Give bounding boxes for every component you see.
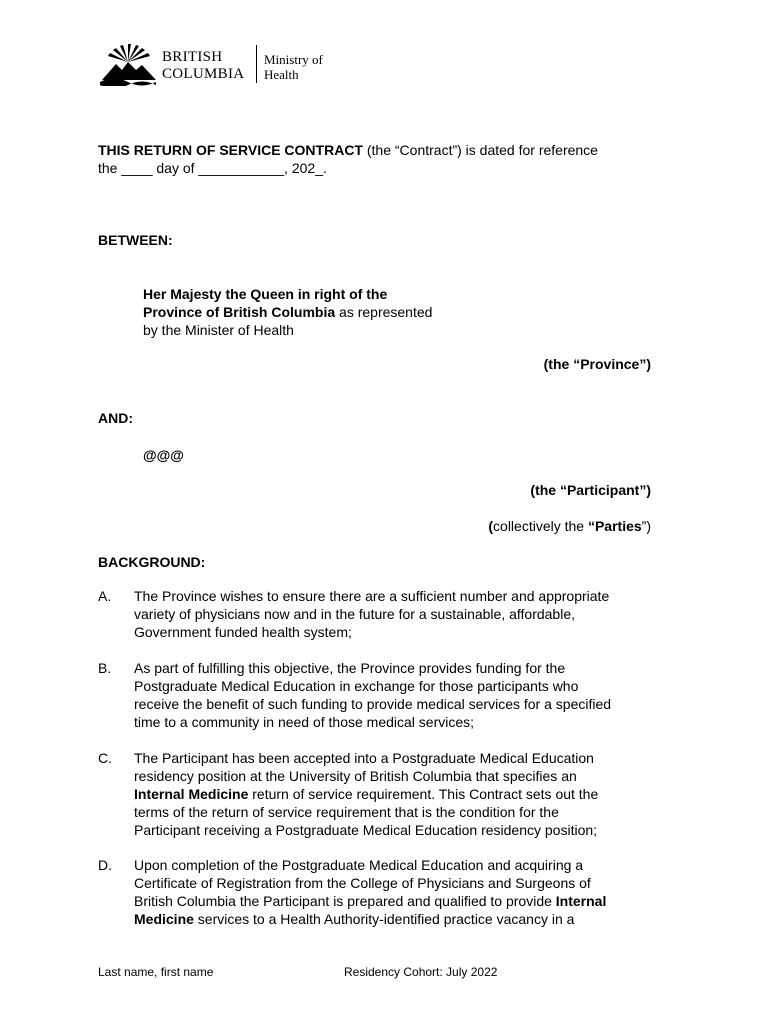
parties-label (488, 517, 651, 535)
background-item-b (98, 659, 658, 731)
item-letter: C. (98, 750, 112, 766)
specialty-bold: Internal Medicine (134, 786, 249, 802)
item-line: Upon completion of the Postgraduate Medical Education and acquiring a (134, 857, 584, 873)
item-line (134, 910, 658, 928)
background-heading: BACKGROUND: (98, 554, 206, 570)
bc-ministry-logo (98, 42, 338, 88)
item-letter: B. (98, 660, 112, 676)
item-line: As part of fulfilling this objective, the Province provides funding for the (134, 660, 566, 676)
logo-line-columbia: COLUMBIA (162, 66, 245, 82)
intro-line-2: the ____ day of ___________, 202_. (98, 160, 327, 176)
party-province (143, 285, 543, 339)
item-text (134, 659, 658, 731)
participant-label: (the “Participant”) (530, 482, 651, 498)
party1-line-3: by the Minister of Health (143, 322, 294, 338)
item-line-pre: British Columbia the Participant is prepared and qualified to provide (134, 893, 556, 909)
item-line-rest: return of service requirement. This Contract sets out the (248, 786, 599, 802)
logo-text (162, 49, 244, 83)
parties-post: ”) (641, 518, 651, 534)
background-item-a (98, 587, 658, 641)
footer-cohort: Residency Cohort: July 2022 (344, 965, 498, 979)
party1-line-1: Her Majesty the Queen in right of the (143, 286, 388, 302)
party1-line-2-rest: as represented (335, 304, 433, 320)
item-line: Government funded health system; (134, 624, 352, 640)
province-label: (the “Province”) (543, 356, 651, 372)
and-heading: AND: (98, 410, 133, 426)
item-line: terms of the return of service requirement that is the condition for the (134, 804, 559, 820)
specialty-bold: Internal (555, 893, 607, 909)
item-line: residency position at the University of British Columbia that specifies an (134, 768, 577, 784)
item-line (134, 892, 658, 910)
intro-text-1: (the “Contract”) is dated for reference (362, 142, 598, 158)
item-line: variety of physicians now and in the future for a sustainable, affordable, (134, 606, 576, 622)
ministry-name (264, 52, 323, 82)
bc-sun-mountain-icon (98, 42, 158, 86)
item-line: Postgraduate Medical Education in exchange for those participants who (134, 678, 579, 694)
background-item-d (98, 856, 658, 928)
item-line: time to a community in need of those medical services; (134, 714, 475, 730)
party1-line-2-bold: Province of British Columbia (143, 304, 336, 320)
background-item-c (98, 749, 658, 839)
item-line: Certificate of Registration from the College of Physicians and Surgeons of (134, 875, 591, 891)
item-line: The Participant has been accepted into a Postgraduate Medical Education (134, 750, 594, 766)
item-line: Participant receiving a Postgraduate Medical Education residency position; (134, 822, 598, 838)
item-text (134, 856, 658, 928)
ministry-line-2: Health (264, 67, 299, 82)
item-text (134, 749, 658, 839)
footer-participant-name: Last name, first name (98, 965, 214, 979)
item-letter: D. (98, 857, 112, 873)
item-line-rest: services to a Health Authority-identified practice vacancy in a (193, 911, 575, 927)
logo-divider (256, 45, 257, 83)
specialty-bold: Medicine (134, 911, 194, 927)
item-line (134, 785, 658, 803)
participant-name: @@@ (143, 447, 184, 463)
between-heading: BETWEEN: (98, 232, 173, 248)
parties-open-paren: ( (488, 518, 494, 534)
item-line: The Province wishes to ensure there are a sufficient number and appropriate (134, 588, 610, 604)
intro-line-1 (98, 141, 658, 159)
parties-pre: collectively the (493, 518, 588, 534)
party1-line-2 (143, 303, 543, 321)
ministry-line-1: Ministry of (264, 52, 323, 67)
item-line: receive the benefit of such funding to provide medical services for a specified (134, 696, 612, 712)
contract-title: THIS RETURN OF SERVICE CONTRACT (98, 142, 363, 158)
contract-intro (98, 141, 658, 177)
parties-bold: “Parties (587, 518, 642, 534)
logo-line-british: BRITISH (162, 49, 223, 65)
item-text (134, 587, 658, 641)
item-letter: A. (98, 588, 112, 604)
